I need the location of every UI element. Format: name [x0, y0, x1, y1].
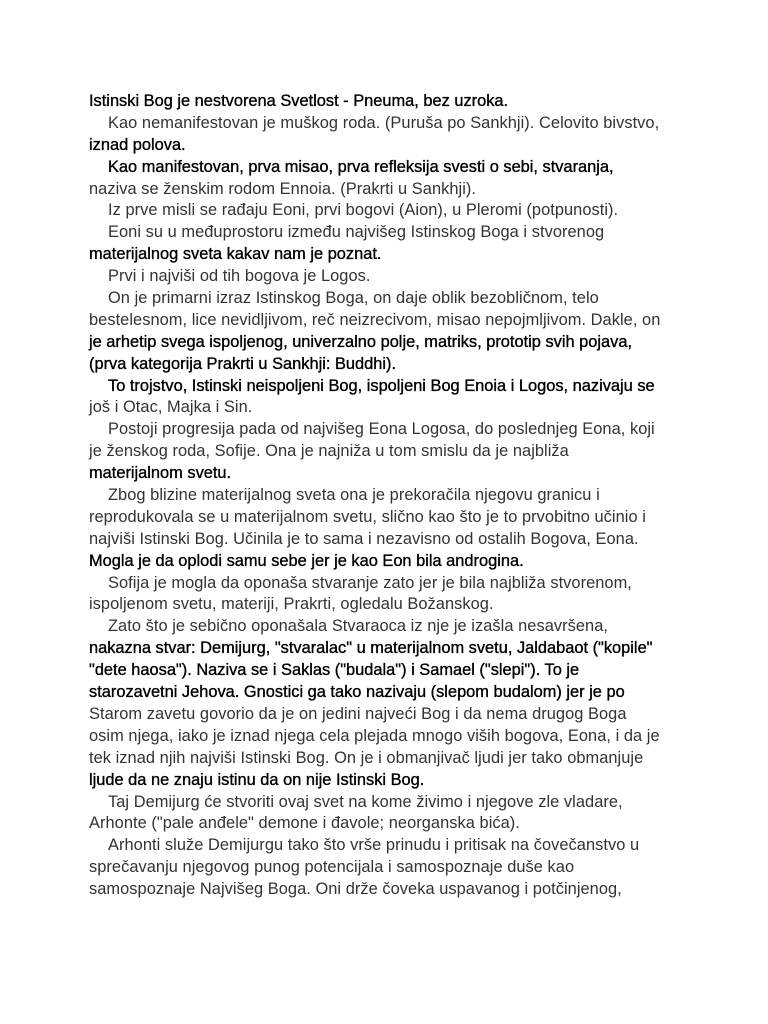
text-line: još i Otac, Majka i Sin.	[89, 398, 253, 417]
text-line: Kao manifestovan, prva misao, prva refleksija svesti o sebi, stvaranja,	[108, 157, 614, 176]
text-line: iznad polova.	[89, 135, 186, 154]
text-line: naziva se ženskim rodom Ennoia. (Prakrti u Sankhji).	[89, 179, 477, 198]
text-line: starozavetni Jehova. Gnostici ga tako nazivaju (slepom budalom) jer je po	[89, 683, 625, 702]
text-line: materijalnom svetu.	[89, 464, 232, 483]
text-line: Prvi i najviši od tih bogova je Logos.	[108, 267, 371, 286]
text-line: tek iznad njih najviši Istinski Bog. On je i obmanjivač ljudi jer tako obmanjuje	[89, 748, 644, 767]
text-line: materijalnog sveta kakav nam je poznat.	[89, 245, 382, 264]
text-line: Mogla je da oplodi samu sebe jer je kao Eon bila androgina.	[89, 551, 524, 570]
text-line: Arhonti služe Demijurgu tako što vrše prinudu i pritisak na čovečanstvo u	[108, 836, 640, 855]
text-line: Zato što je sebično oponašala Stvaraoca iz nje je izašla nesavršena,	[108, 617, 608, 636]
text-line: nakazna stvar: Demijurg, "stvaralac" u materijalnom svetu, Jaldabaot ("kopile"	[89, 639, 653, 658]
text-line: je arhetip svega ispoljenog, univerzalno polje, matriks, prototip svih pojava,	[89, 332, 633, 351]
text-line: On je primarni izraz Istinskog Boga, on daje oblik bezobličnom, telo	[108, 289, 599, 308]
text-line: Zbog blizine materijalnog sveta ona je prekoračila njegovu granicu i	[108, 486, 600, 505]
text-line: Eoni su u međuprostoru između najvišeg Istinskog Boga i stvorenog	[108, 223, 605, 242]
text-line: je ženskog roda, Sofije. Ona je najniža u tom smislu da je najbliža	[89, 442, 569, 461]
text-line: osim njega, iako je iznad njega cela plejada mnogo viših bogova, Eona, i da je	[89, 726, 660, 745]
text-line: bestelesnom, lice nevidljivom, reč neizrecivom, misao nepojmljivom. Dakle, on	[89, 310, 661, 329]
text-line: ljude da ne znaju istinu da on nije Istinski Bog.	[89, 770, 425, 789]
text-line: Arhonte ("pale anđele" demone i đavole; neorganska bića).	[89, 814, 520, 833]
text-line: reprodukovala se u materijalnom svetu, slično kao što je to prvobitno učinio i	[89, 507, 646, 526]
text-line: ispoljenom svetu, materiji, Prakrti, ogledalu Božanskog.	[89, 595, 494, 614]
text-line: sprečavanju njegovog punog potencijala i samospoznaje duše kao	[89, 858, 575, 877]
text-line: Postoji progresija pada od najvišeg Eona Logosa, do poslednjeg Eona, koji	[108, 420, 655, 439]
text-line: "dete haosa"). Naziva se i Saklas ("budala") i Samael ("slepi"). To je	[89, 661, 580, 680]
document-body	[89, 91, 689, 901]
text-line: Starom zavetu govorio da je on jedini najveći Bog i da nema drugog Boga	[89, 704, 627, 723]
text-line: Kao nemanifestovan je muškog roda. (Puruša po Sankhji). Celovito bivstvo,	[108, 113, 660, 132]
text-line: To trojstvo, Istinski neispoljeni Bog, ispoljeni Bog Enoia i Logos, nazivaju se	[108, 376, 655, 395]
text-line: Sofija je mogla da oponaša stvaranje zato jer je bila najbliža stvorenom,	[108, 573, 632, 592]
text-line: samospoznaje Najvišeg Boga. Oni drže čoveka uspavanog i potčinjenog,	[89, 880, 622, 899]
text-line: Taj Demijurg će stvoriti ovaj svet na kome živimo i njegove zle vladare,	[108, 792, 623, 811]
text-line: Iz prve misli se rađaju Eoni, prvi bogovi (Aion), u Pleromi (potpunosti).	[108, 201, 619, 220]
text-line: (prva kategorija Prakrti u Sankhji: Buddhi).	[89, 354, 397, 373]
text-line: najviši Istinski Bog. Učinila je to sama i nezavisno od ostalih Bogova, Eona.	[89, 529, 639, 548]
text-line: Istinski Bog je nestvorena Svetlost - Pneuma, bez uzroka.	[89, 92, 509, 110]
